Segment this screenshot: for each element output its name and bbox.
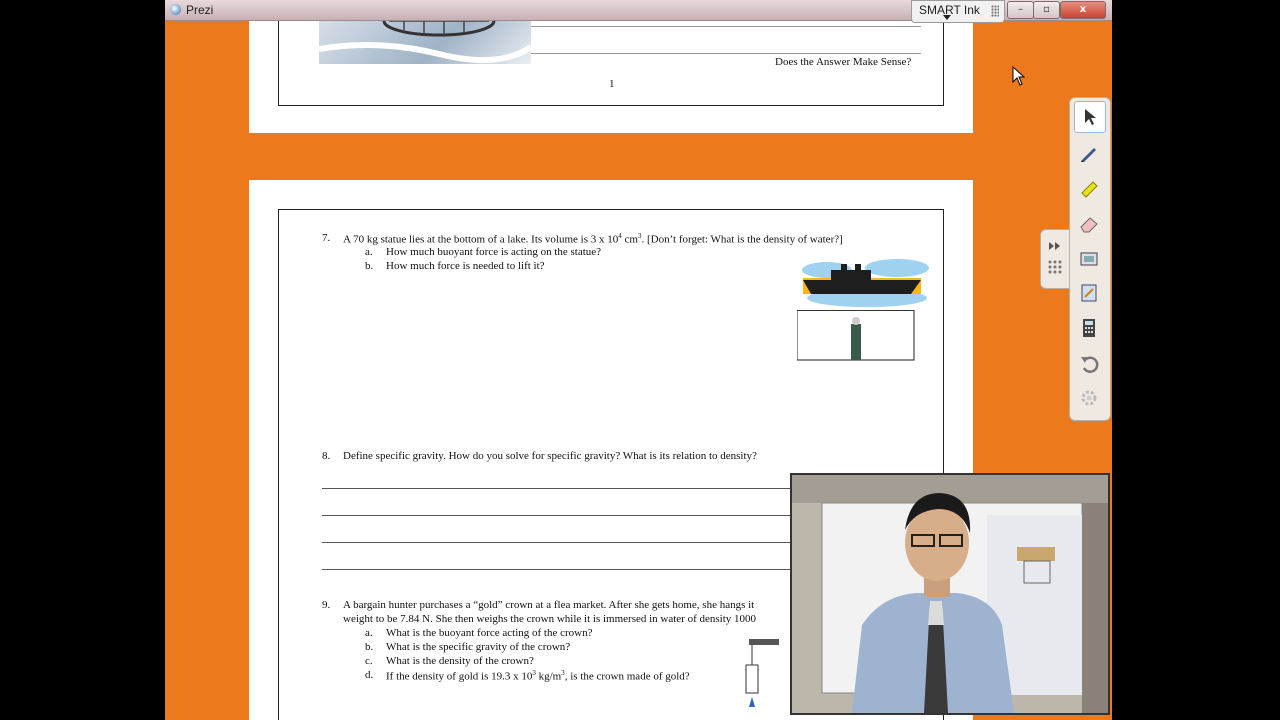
- eraser-icon[interactable]: [1074, 208, 1104, 238]
- drag-grip-icon[interactable]: [991, 5, 999, 17]
- question-9b-label: b.: [365, 641, 374, 653]
- smart-floating-toolbar: [1069, 97, 1111, 421]
- question-7-text: A 70 kg statue lies at the bottom of a lake. Its volume is 3 x $10^4$ $cm^3$. [Don’t forget: What is the density of water?]: [343, 232, 843, 246]
- webcam-video-overlay: [790, 473, 1110, 715]
- question-9a-label: a.: [365, 627, 373, 639]
- screen-capture-icon[interactable]: [1074, 243, 1104, 273]
- question-9c-label: c.: [365, 655, 373, 667]
- answer-line: [531, 53, 921, 54]
- question-9-line-2: weight to be 7.84 N. She then weighs the crown while it is immersed in water of density 1000: [343, 613, 757, 625]
- expand-arrows-icon: [1041, 230, 1069, 288]
- question-9-line-1: A bargain hunter purchases a “gold” crown at a flea market. After she gets home, she hangs it: [343, 599, 755, 611]
- notebook-icon[interactable]: [1074, 278, 1104, 308]
- mouse-cursor-icon: [1012, 66, 1026, 86]
- answer-line: [531, 26, 921, 27]
- question-9a-text: What is the buoyant force acting of the crown?: [386, 627, 593, 639]
- select-arrow-icon[interactable]: [1074, 101, 1106, 133]
- settings-icon[interactable]: [1074, 383, 1104, 413]
- smart-ink-widget[interactable]: [911, 0, 1005, 23]
- chevron-down-icon[interactable]: [943, 15, 951, 20]
- prezi-app-icon: [170, 4, 181, 15]
- question-7b-text: How much force is needed to lift it?: [386, 260, 545, 272]
- close-button[interactable]: x: [1060, 1, 1106, 19]
- question-9b-text: What is the specific gravity of the crown?: [386, 641, 571, 653]
- window-title: Prezi: [186, 3, 214, 17]
- question-9d-label: d.: [365, 669, 374, 681]
- minimize-button[interactable]: –: [1007, 1, 1034, 19]
- undo-icon[interactable]: [1074, 348, 1104, 378]
- question-8-number: 8.: [322, 450, 331, 462]
- calculator-icon[interactable]: [1074, 313, 1104, 343]
- floating-tools-handle[interactable]: [1040, 229, 1070, 289]
- pen-icon[interactable]: [1074, 138, 1104, 168]
- question-7a-text: How much buoyant force is acting on the statue?: [386, 246, 602, 258]
- question-9c-text: What is the density of the crown?: [386, 655, 534, 667]
- page-number: 1: [609, 78, 615, 90]
- does-answer-make-sense-label: Does the Answer Make Sense?: [775, 56, 912, 68]
- presenter-video-frame: [792, 475, 1108, 713]
- ship-statue-illustration: [797, 258, 931, 364]
- question-7b-label: b.: [365, 260, 374, 272]
- spring-scale-illustration: [719, 635, 779, 715]
- question-7a-label: a.: [365, 246, 373, 258]
- question-8-text: Define specific gravity. How do you solve for specific gravity? What is its relation to density?: [343, 450, 757, 462]
- question-7-number: 7.: [322, 232, 331, 244]
- smart-ink-label: SMART Ink: [919, 3, 980, 17]
- ship-over-lake-image: [797, 258, 931, 364]
- question-9-number: 9.: [322, 599, 331, 611]
- restore-button[interactable]: ▫: [1033, 1, 1060, 19]
- question-9d-text: If the density of gold is 19.3 x $10^3$ $kg/m^3$, is the crown made of gold?: [386, 669, 690, 683]
- highlighter-icon[interactable]: [1074, 173, 1104, 203]
